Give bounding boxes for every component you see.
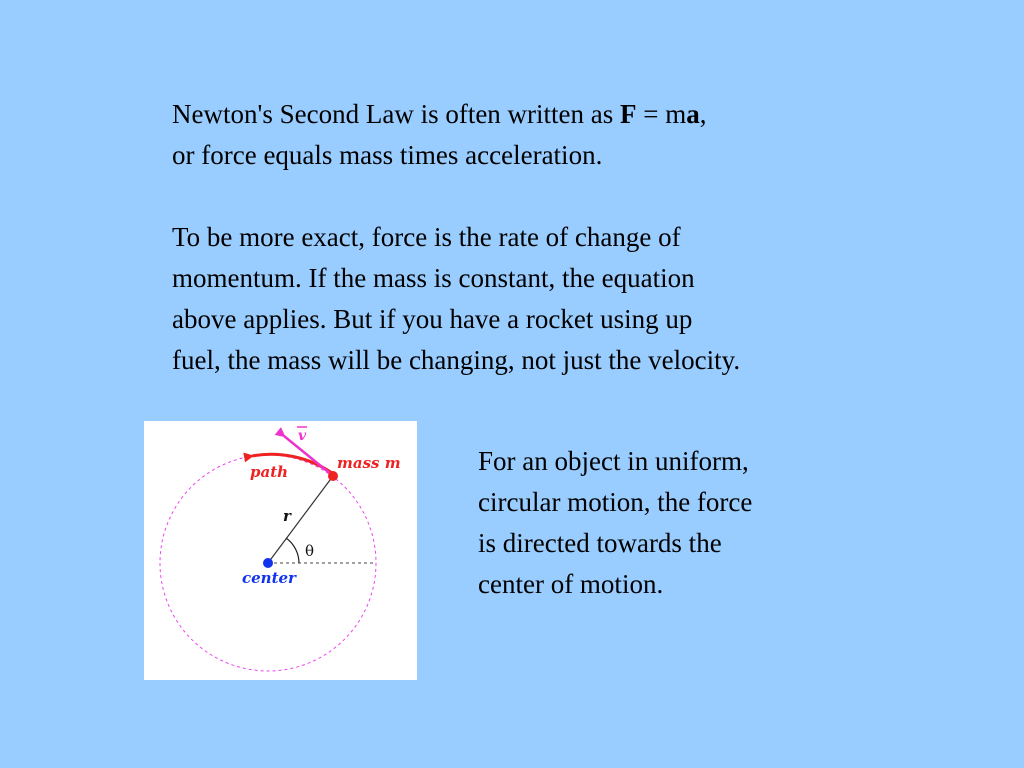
equation-acceleration: a [686,99,700,129]
text-span: , [699,99,707,129]
angle-arc [286,538,299,563]
equation-force: F [620,99,637,129]
paragraph-line: is directed towards the [478,528,722,558]
paragraph-line: fuel, the mass will be changing, not just the velocity. [172,345,741,375]
paragraph-uniform-circular-motion [478,441,752,605]
velocity-label: v [298,428,307,444]
path-label: path [250,463,289,481]
mass-label: mass m [337,454,401,472]
radius-line [268,476,333,563]
paragraph-line: momentum. If the mass is constant, the equation [172,263,695,293]
paragraph-momentum [172,217,740,381]
paragraph-line: center of motion. [478,569,664,599]
paragraph-newtons-law [172,94,707,176]
paragraph-line: or force equals mass times acceleration. [172,140,603,170]
paragraph-line: To be more exact, force is the rate of change of [172,222,681,252]
center-dot [263,558,273,568]
circular-motion-svg [144,421,417,680]
paragraph-line: above applies. But if you have a rocket using up [172,304,693,334]
equation-equals: = [636,99,666,129]
center-label: center [242,569,296,587]
paragraph-line: circular motion, the force [478,487,753,517]
radius-label: r [283,507,291,525]
paragraph-line [172,94,707,135]
equation-mass: m [665,99,687,129]
angle-label: θ [305,542,315,560]
paragraph-line: For an object in uniform, [478,446,749,476]
circular-motion-diagram [144,421,417,680]
text-span: Newton's Second Law is often written as [172,99,621,129]
mass-dot [328,471,338,481]
